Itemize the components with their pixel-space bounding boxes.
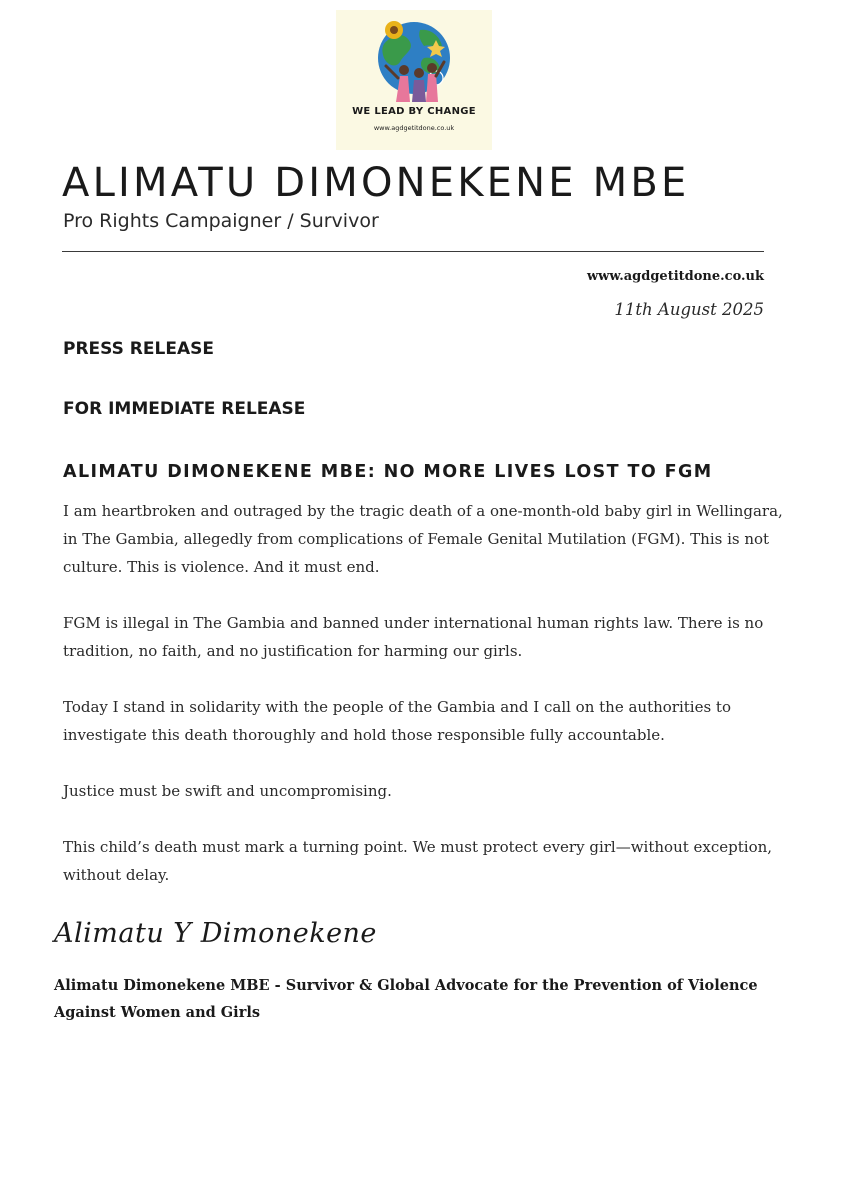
page-subtitle: Pro Rights Campaigner / Survivor xyxy=(63,210,379,232)
page-title: ALIMATU DIMONEKENE MBE xyxy=(62,160,690,206)
headline: ALIMATU DIMONEKENE MBE: NO MORE LIVES LOST TO FGM xyxy=(63,462,713,482)
signature-caption: Alimatu Dimonekene MBE - Survivor & Global Advocate for the Prevention of Violence Against Women and Girls xyxy=(54,977,758,1021)
logo-url: www.agdgetitdone.co.uk xyxy=(373,124,455,132)
logo-tagline: WE LEAD BY CHANGE xyxy=(352,106,476,117)
body-paragraph: FGM is illegal in The Gambia and banned under international human rights law. There is no tradition, no faith, and no justification for harming our girls. xyxy=(63,614,764,660)
immediate-release-label: FOR IMMEDIATE RELEASE xyxy=(63,399,306,419)
logo xyxy=(336,10,492,150)
body-paragraph: This child’s death must mark a turning point. We must protect every girl—without exception, without delay. xyxy=(63,838,773,884)
body-paragraph: I am heartbroken and outraged by the tragic death of a one-month-old baby girl in Wellingara, in The Gambia, allegedly from complications of Female Genital Mutilation (FGM). This is not culture. This is violence. And it must end. xyxy=(63,502,783,576)
website-link[interactable]: www.agdgetitdone.co.uk xyxy=(586,269,764,284)
body-paragraph: Justice must be swift and uncompromising. xyxy=(63,782,392,800)
press-release-label: PRESS RELEASE xyxy=(63,339,214,359)
signature: Alimatu Y Dimonekene xyxy=(54,918,377,949)
header-divider xyxy=(62,251,764,252)
release-date: 11th August 2025 xyxy=(614,300,764,319)
body-paragraph: Today I stand in solidarity with the people of the Gambia and I call on the authorities to investigate this death thoroughly and hold those responsible fully accountable. xyxy=(63,698,731,744)
body-text xyxy=(63,497,783,917)
